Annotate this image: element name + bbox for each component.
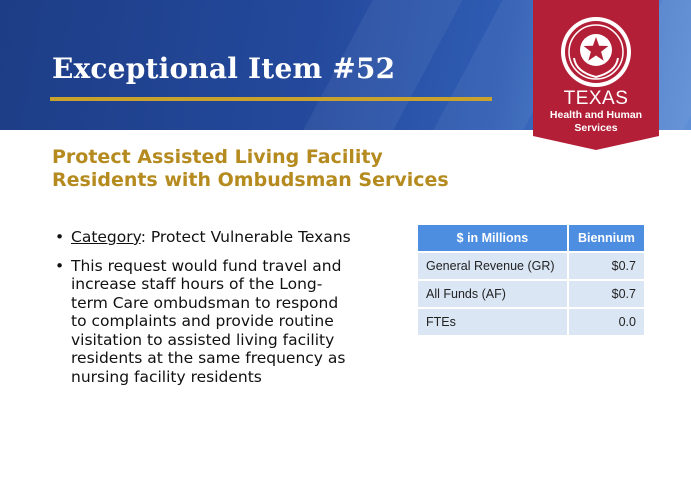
logo-word: TEXAS [563, 88, 629, 109]
row-value: 0.0 [568, 308, 644, 335]
logo-subtitle: Services [574, 122, 618, 134]
column-header: $ in Millions [418, 225, 568, 252]
table-row [418, 252, 644, 280]
logo-subtitle: Health and Human [549, 109, 643, 121]
column-header: Biennium [568, 225, 644, 252]
table-header-row [418, 225, 644, 252]
subtitle-line: Protect Assisted Living Facility [52, 146, 383, 168]
subtitle-line: Residents with Ombudsman Services [52, 169, 449, 191]
row-value: $0.7 [568, 252, 644, 280]
bullet-list [55, 228, 355, 396]
texas-seal-icon [558, 14, 634, 90]
bullet-description: • This request would fund travel and increase staff hours of the Long-term Care ombudsman to respond to complaints and provide routine visitation to assisted living facility residents at the same frequency as nursing facility residents [55, 257, 355, 387]
row-label: General Revenue (GR) [418, 252, 568, 280]
title-underline [50, 97, 492, 101]
category-label: Category [71, 228, 141, 246]
row-label: FTEs [418, 308, 568, 335]
table-row [418, 308, 644, 335]
slide-title: Exceptional Item #52 [52, 52, 396, 85]
category-value: : Protect Vulnerable Texans [140, 228, 351, 246]
table-row [418, 280, 644, 308]
row-value: $0.7 [568, 280, 644, 308]
row-label: All Funds (AF) [418, 280, 568, 308]
slide-subtitle [52, 146, 572, 192]
funding-table [418, 225, 644, 335]
bullet-category [55, 228, 355, 247]
